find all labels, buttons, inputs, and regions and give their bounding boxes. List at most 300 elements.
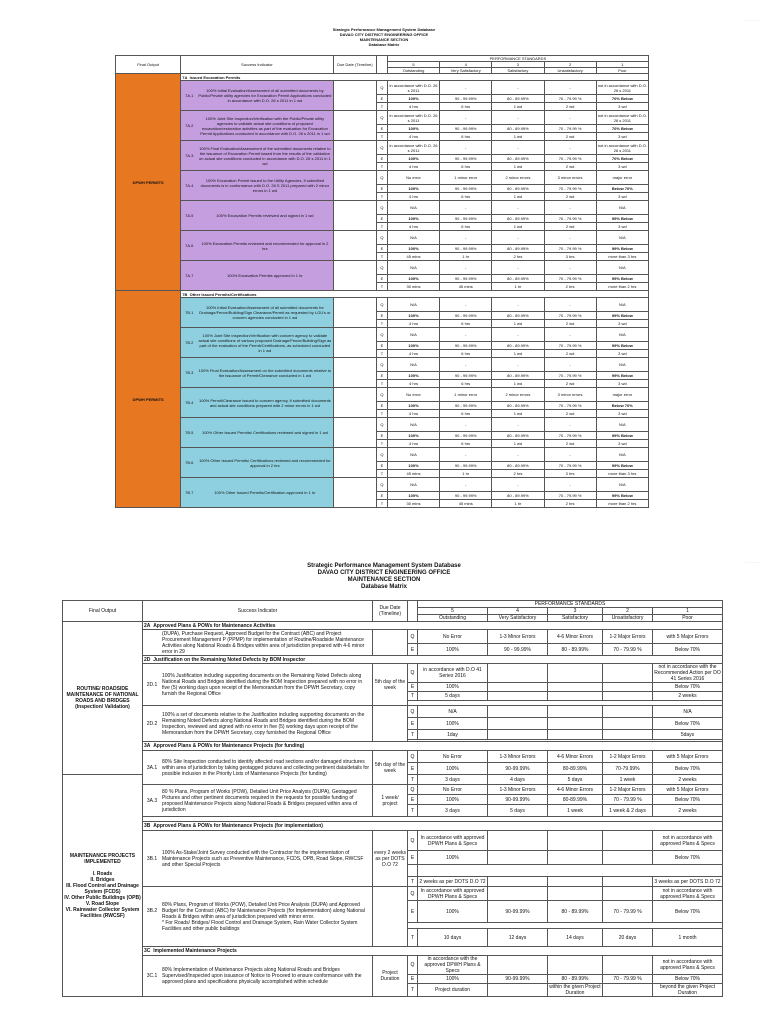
scale-label: Outstanding: [418, 615, 488, 622]
standard-cell: more than 3 hrs: [596, 470, 648, 478]
due-date-cell: every 2 weeks as per DOTS D.O 72: [373, 831, 408, 887]
standard-cell: 70 - 79.99 %: [544, 275, 596, 283]
standard-cell: 99% Below: [596, 432, 648, 440]
standard-cell: 70 - 79.99 %: [544, 402, 596, 410]
standard-cell: 70 - 79.99 %: [544, 492, 596, 500]
standard-cell: -: [440, 328, 492, 342]
standard-cell: 3 wd: [596, 103, 648, 111]
indicator-text: 100% As-Stake/Joint Survey conducted with the Contractor for the implementation of Maintenance Projects such as Preventive Maintenance, FCDS, OPB, Road Slope, RWCSF and other Special Projects: [162, 849, 364, 868]
standard-cell: more than 2 hrs: [596, 500, 648, 508]
standard-cell: 80 - 89.99%: [492, 185, 544, 193]
qet-letter: T: [377, 470, 388, 478]
standard-cell: -: [544, 478, 596, 492]
standard-cell: 4 hrs: [387, 380, 439, 388]
standard-cell: N/A: [596, 478, 648, 492]
qet-letter: E: [377, 402, 388, 410]
standard-cell: 1-3 Minor Errors: [488, 751, 548, 763]
standard-cell: N/A: [596, 231, 648, 245]
scale-label: Poor: [653, 615, 723, 622]
due-date-cell: [373, 706, 408, 742]
standard-cell: 1 wd: [492, 193, 544, 201]
standard-cell: 90 - 99.99%: [440, 95, 492, 103]
indicator-id: 7B.7: [185, 490, 194, 495]
standard-cell: 4 hrs: [387, 133, 439, 141]
standard-cell: [603, 683, 653, 692]
standard-cell: -: [544, 328, 596, 342]
standard-cell: 1 hr: [440, 470, 492, 478]
section-id: 2A: [144, 622, 151, 629]
due-date-cell: [333, 448, 377, 478]
success-indicator-cell: [143, 887, 373, 947]
standard-cell: 100%: [387, 155, 439, 163]
standard-cell: [548, 956, 603, 975]
standard-cell: -: [440, 298, 492, 312]
standard-cell: 99% Below: [596, 342, 648, 350]
qet-letter: Q: [377, 231, 388, 245]
scale-number: 5: [418, 608, 488, 615]
qet-letter: Q: [377, 358, 388, 372]
indicator-id: 7B.6: [185, 460, 194, 465]
indicator-text: 80% Plans, Program of Works (POW), Detailed Unit Price Analysis (DUPA) and Approved Budget for the Contract (ABC) for Maintenance Projects (for Implementation) along National Roads & Bridges within area of jurisdiction prepared with minor error.: [162, 901, 365, 920]
due-date-cell: [333, 358, 377, 388]
standard-cell: 2 minor errors: [492, 388, 544, 402]
indicator-id: 7A.6: [185, 243, 194, 248]
standard-cell: 12 days: [488, 929, 548, 947]
standard-cell: [548, 664, 603, 683]
standard-cell: 1 wd: [492, 103, 544, 111]
section-title: Other Issued Permits/Certifications: [189, 291, 257, 297]
standard-cell: not in accordance with D.O. 26 s 2011: [597, 82, 647, 93]
standard-cell: N/A: [387, 231, 439, 245]
standard-cell: -: [544, 81, 596, 95]
standard-cell: 6 hrs: [440, 103, 492, 111]
standard-cell: [603, 984, 653, 997]
standard-cell: not in accordance with the Recommended Action per DO 41 Series 2016: [654, 664, 721, 682]
qet-letter: T: [408, 805, 418, 817]
standard-cell: No Error: [418, 751, 488, 763]
due-date-cell: 5th day of the week: [373, 664, 408, 706]
standard-cell: 1 wd: [492, 163, 544, 171]
standard-cell: 1 wd: [492, 320, 544, 328]
standard-cell: 80 - 89.99%: [492, 372, 544, 380]
standard-cell: [548, 692, 603, 701]
standard-cell: -: [440, 201, 492, 215]
standard-cell: 2 weeks: [653, 805, 723, 817]
col-qet: [377, 56, 388, 74]
standard-cell: 100%: [387, 342, 439, 350]
qet-letter: E: [377, 372, 388, 380]
standard-cell: N/A: [387, 448, 439, 462]
scale-number: 4: [440, 62, 492, 68]
due-date-cell: Project Duration: [373, 956, 408, 997]
standard-cell: 3 minor errors: [544, 388, 596, 402]
standard-cell: in accordance with D.O. 26 s 2011: [387, 141, 439, 155]
standard-cell: N/A: [418, 706, 488, 718]
standard-cell: with 5 Major Errors: [653, 630, 723, 644]
standard-cell: -: [492, 448, 544, 462]
standard-cell: 70% Below: [596, 155, 648, 163]
standard-cell: 70% Below: [596, 95, 648, 103]
standard-cell: 70 - 79.99 %: [544, 372, 596, 380]
standard-cell: with 5 Major Errors: [653, 751, 723, 763]
indicator-id: [143, 631, 161, 655]
success-indicator-cell: [181, 298, 333, 328]
section-id: 2D: [144, 656, 151, 663]
standard-cell: N/A: [596, 448, 648, 462]
qet-letter: E: [377, 215, 388, 223]
standard-cell: 2 hrs: [544, 500, 596, 508]
standard-cell: N/A: [596, 298, 648, 312]
standard-cell: in accordance with D.O. 26 s 2011: [387, 81, 439, 95]
col-due-date: Due Date (Timeline): [333, 56, 377, 74]
standard-cell: 1 week: [603, 775, 653, 785]
indicator-text: 100% Other Issued Permits/ Certifications reviewed and recommended for approval in 2 hrs: [199, 457, 331, 468]
qet-letter: T: [408, 984, 418, 997]
standard-cell: -: [440, 141, 492, 155]
standard-cell: 4 days: [488, 775, 548, 785]
section-title: Approved Plans & POWs for Maintenance Projects (for implementation): [153, 823, 323, 829]
section-header: [181, 291, 649, 298]
standard-cell: [548, 831, 603, 851]
standard-cell: 2 weeks: [653, 775, 723, 785]
due-date-cell: 1 week/ project: [373, 785, 408, 817]
scale-label: Satisfactory: [548, 615, 603, 622]
standard-cell: -: [492, 418, 544, 432]
standard-cell: 3 hrs: [544, 470, 596, 478]
standard-cell: 3 wd: [596, 350, 648, 358]
standard-cell: 3 days: [418, 805, 488, 817]
standard-cell: -: [492, 201, 544, 215]
indicator-text: 100% Initial Evaluation/Assessment of all submitted documents for Drainage/Fence/Building/Sign Clearance/Permit as requested by LGU's or concern agencies conducted in 1 wd: [199, 305, 331, 320]
standard-cell: 99% Below: [596, 312, 648, 320]
success-indicator-cell: [181, 418, 333, 448]
standard-cell: [488, 956, 548, 975]
standard-cell: 90-99.99%: [488, 763, 548, 775]
standard-cell: 2 hrs: [492, 470, 544, 478]
standard-cell: 1 wd: [492, 133, 544, 141]
standard-cell: -: [440, 111, 492, 125]
indicator-id: 7A.7: [185, 273, 194, 278]
standard-cell: 80 - 89.99%: [492, 342, 544, 350]
qet-letter: E: [377, 432, 388, 440]
scale-number: 1: [596, 62, 648, 68]
standard-cell: -: [492, 328, 544, 342]
indicator-text: 80% Site Inspection conducted to identify affected road sections and/or damaged structures within area of jurisdiction by taking geotagged pictures and collecting pertinent data/details for possible inclusion in the Priority Lists of Maintenance Projects (for funding): [162, 758, 370, 777]
matrix-table-1: [115, 55, 649, 508]
standard-cell: 20 days: [603, 929, 653, 947]
standard-cell: [603, 975, 653, 984]
indicator-id: 3A.3: [146, 797, 158, 804]
qet-letter: Q: [377, 388, 388, 402]
standard-cell: [488, 877, 548, 887]
standard-cell: 1 week & 2 days: [603, 805, 653, 817]
col-final-output: Final Output: [116, 56, 181, 74]
standard-cell: 70 - 79.99 %: [603, 795, 653, 805]
qet-letter: T: [377, 350, 388, 358]
qet-letter: T: [377, 163, 388, 171]
qet-letter: Q: [377, 328, 388, 342]
success-indicator-cell: [143, 664, 373, 706]
standard-cell: [548, 683, 603, 692]
standard-cell: N/A: [387, 328, 439, 342]
standard-cell: N/A: [387, 261, 439, 275]
standard-cell: 3 weeks as per DOTS D.O 72: [654, 878, 721, 885]
indicator-text: 100% Joint Site Inspection/Verification with the Public/Private utility agencies to validate actual site conditions of proposed excavation/restoration activities as part of the evaluation for Excavation Permit Applications conducted in accordance with D.O. 26 s 2011 in 1 wd: [200, 115, 330, 136]
indicator-text: 100% Other Issued Permits/Certification approved in 1 hr: [214, 490, 316, 495]
standard-cell: major error: [596, 388, 648, 402]
scale-label: Satisfactory: [492, 68, 544, 74]
standard-cell: 45 mins: [387, 470, 439, 478]
standard-cell: -: [492, 111, 544, 125]
standard-cell: 2 wd: [544, 410, 596, 418]
qet-letter: T: [377, 193, 388, 201]
standard-cell: Below 70%: [653, 718, 723, 730]
standard-cell: 90 - 99.99%: [440, 312, 492, 320]
scale-number: 4: [488, 608, 548, 615]
indicator-text: 100% Initial Evaluation/Assessment of all submitted documents by Public/Private utility agencies for Excavation Permit Applications conducted in accordance with D.O. 26 s 2011 in 1 wd: [198, 88, 332, 103]
final-output-cell: ROUTINE/ ROADSIDE MAINTENANCE OF NATIONAL ROADS AND BRIDGES (Inspection/ Validation): [63, 622, 143, 775]
qet-letter: T: [408, 929, 418, 947]
standard-cell: 2 wd: [544, 193, 596, 201]
qet-letter: T: [377, 223, 388, 231]
section-id: 3C: [144, 948, 151, 954]
standard-cell: 5 days: [488, 805, 548, 817]
scale-label: Outstanding: [387, 68, 439, 74]
qet-letter: E: [377, 155, 388, 163]
standard-cell: [488, 664, 548, 683]
standard-cell: 90-99.99%: [488, 975, 548, 984]
scale-label: Poor: [596, 68, 648, 74]
standard-cell: -: [492, 261, 544, 275]
indicator-id: 7B.5: [185, 430, 194, 435]
indicator-text: 100% Other Issued Permits/ Certifications reviewed and signed in 1 wd: [201, 430, 328, 435]
qet-letter: E: [377, 462, 388, 470]
standard-cell: not in accordance with approved Plans & Specs: [653, 887, 723, 901]
qet-letter: Q: [377, 111, 388, 125]
standard-cell: 1-2 Major Errors: [603, 785, 653, 795]
standard-cell: 3 wd: [596, 320, 648, 328]
qet-letter: Q: [408, 956, 418, 975]
page-title: [0, 563, 768, 591]
qet-letter: Q: [377, 81, 388, 95]
indicator-id: 7A.3: [185, 153, 194, 158]
standard-cell: 3 wd: [596, 440, 648, 448]
standard-cell: 1 minor error: [440, 171, 492, 185]
standard-cell: 3 wd: [596, 223, 648, 231]
standard-cell: N/A: [596, 261, 648, 275]
standard-cell: 1 hr: [492, 283, 544, 291]
due-date-cell: [333, 201, 377, 231]
standard-cell: 3 wd: [596, 410, 648, 418]
standard-cell: 80 - 89.99%: [492, 492, 544, 500]
standard-cell: 1 hr: [440, 253, 492, 261]
standard-cell: N/A: [387, 358, 439, 372]
standard-cell: 100%: [418, 795, 488, 805]
standard-cell: [603, 706, 653, 718]
indicator-id: 7A.2: [185, 123, 194, 128]
standard-cell: 2 wd: [544, 320, 596, 328]
standard-cell: 4 hrs: [387, 350, 439, 358]
standard-cell: No error: [387, 171, 439, 185]
scale-number: 5: [387, 62, 439, 68]
qet-letter: Q: [408, 831, 418, 851]
indicator-id: 7A.4: [185, 183, 194, 188]
success-indicator-cell: [143, 785, 373, 817]
qet-letter: T: [408, 877, 418, 887]
standard-cell: -: [440, 261, 492, 275]
standard-cell: 70 - 79.99 %: [544, 95, 596, 103]
standard-cell: more than 2 hrs: [596, 283, 648, 291]
success-indicator-cell: [181, 328, 333, 358]
due-date-cell: [333, 141, 377, 171]
standard-cell: 80 - 89.99%: [492, 245, 544, 253]
success-indicator-cell: [181, 171, 333, 201]
standard-cell: 6 hrs: [440, 440, 492, 448]
standard-cell: -: [544, 418, 596, 432]
qet-letter: E: [408, 851, 418, 865]
qet-letter: T: [377, 283, 388, 291]
qet-letter: Q: [408, 751, 418, 763]
section-id: 3A: [144, 743, 151, 749]
indicator-id: 3B.1: [146, 855, 158, 862]
blank-standard-row: [418, 865, 723, 877]
indicator-text: 100% a set of documents relative to the Justification including supporting documents on the Remaining Noted Defects along National Roads and Bridges identified during the BOM Inspection, reviewed and signed with no error in five (5) working days upon receipt of the Memorandum from the DPWH Secretary, copy furnished the Regional Office: [162, 711, 365, 736]
standard-cell: 2 wd: [544, 380, 596, 388]
standard-cell: [488, 730, 548, 740]
standard-cell: with 5 Major Errors: [653, 785, 723, 795]
title-line-3: MAINTENANCE SECTION: [359, 37, 409, 42]
standard-cell: [603, 692, 653, 701]
standard-cell: 80 - 89.99%: [492, 402, 544, 410]
standard-cell: N/A: [653, 706, 723, 718]
standard-cell: 2 minor errors: [492, 171, 544, 185]
standard-cell: in accordance with D.O. 26 s 2011: [387, 111, 439, 125]
standard-cell: 3 days: [418, 775, 488, 785]
indicator-id: 7A.5: [185, 213, 194, 218]
qet-letter: Q: [377, 298, 388, 312]
standard-cell: N/A: [387, 298, 439, 312]
standard-cell: 90 - 99.99%: [440, 155, 492, 163]
standard-cell: 80 - 89.99%: [492, 432, 544, 440]
standard-cell: -: [440, 448, 492, 462]
col-success-indicator: Success Indicator: [143, 601, 373, 622]
success-indicator-cell: [143, 956, 373, 997]
standard-cell: 1 minor error: [440, 388, 492, 402]
standard-cell: In accordance with approved DPWH Plans & Specs: [418, 887, 488, 901]
indicator-id: 3B.2: [146, 907, 158, 914]
standard-cell: 100%: [387, 95, 439, 103]
due-date-cell: [333, 171, 377, 201]
standard-cell: within the given Project Duration: [549, 984, 601, 996]
standard-cell: -: [544, 298, 596, 312]
standard-cell: 90 - 99.99%: [440, 245, 492, 253]
standard-cell: 30 mins: [387, 283, 439, 291]
scale-number: 2: [544, 62, 596, 68]
standard-cell: 1 wd: [492, 350, 544, 358]
section-header: [143, 656, 723, 664]
standard-cell: 100%: [387, 185, 439, 193]
qet-letter: T: [408, 730, 418, 740]
standard-cell: 80 - 89.99%: [492, 275, 544, 283]
standard-cell: In accordance with approved DPWH Plans & Specs: [418, 831, 488, 851]
qet-letter: E: [377, 342, 388, 350]
standard-cell: 100%: [418, 901, 488, 923]
success-indicator-cell: [181, 478, 333, 508]
title-line-4: Database Matrix: [368, 42, 400, 47]
scale-label: Unsatisfactory: [603, 615, 653, 622]
indicator-text: 100% Excavation Permits reviewed and signed in 1 wd: [216, 213, 314, 218]
title-line-1: Strategic Performance Management System Database: [307, 563, 461, 569]
standard-cell: 100%: [418, 763, 488, 775]
standard-cell: 6 hrs: [440, 350, 492, 358]
standard-cell: -: [440, 418, 492, 432]
standard-cell: No Error: [418, 630, 488, 644]
standard-cell: [488, 718, 548, 730]
scale-number: 3: [492, 62, 544, 68]
standard-cell: [488, 692, 548, 701]
qet-letter: T: [377, 380, 388, 388]
section-header: [143, 947, 723, 956]
standard-cell: N/A: [596, 358, 648, 372]
qet-letter: E: [408, 644, 418, 656]
scale-number: 3: [548, 608, 603, 615]
indicator-text: 100% Excavation Permits approved in 1 hr: [227, 273, 303, 278]
standard-cell: Below 70%: [653, 901, 723, 923]
indicator-text: 100% Excavation Permits reviewed and recommended for approval in 2 hrs: [201, 240, 329, 251]
standard-cell: 90 - 99.99%: [440, 372, 492, 380]
standard-cell: -: [492, 231, 544, 245]
standard-cell: 2 wd: [544, 163, 596, 171]
due-date-cell: [333, 478, 377, 508]
col-success-indicator: Success Indicator: [181, 56, 333, 74]
qet-letter: T: [377, 320, 388, 328]
due-date-cell: [333, 298, 377, 328]
qet-letter: Q: [408, 664, 418, 683]
title-line-1: Strategic Performance Management System Database: [332, 27, 436, 32]
standard-cell: Project duration: [418, 984, 488, 997]
standard-cell: 80 - 89.99%: [492, 155, 544, 163]
standard-cell: 70 - 79.99 %: [544, 312, 596, 320]
standard-cell: -: [440, 358, 492, 372]
indicator-id: 7B.4: [185, 400, 194, 405]
final-output-cell-2: [63, 775, 143, 997]
standard-cell: 4 hrs: [387, 193, 439, 201]
standard-cell: 80 - 89.99%: [492, 125, 544, 133]
standard-cell: not in accordance with D.O. 26 s 2011: [597, 112, 647, 123]
standard-cell: 45 mins: [387, 253, 439, 261]
scale-label: Very Satisfactory: [488, 615, 548, 622]
indicator-id: 2D.1: [146, 681, 158, 688]
standard-cell: 99% Below: [596, 492, 648, 500]
standard-cell: in accordance with D.O 41 Series 2016: [418, 664, 488, 683]
indicator-id: 2D.2: [146, 720, 158, 727]
standard-cell: 5 days: [418, 692, 488, 701]
standard-cell: 6 hrs: [440, 163, 492, 171]
output-list: I. Roads II. Bridges III. Flood Control and Drainage System (FCDS) IV. Other Public Buildings (OPB) V. Road Slope VI. Rainwater Collector System Facilities (RWCSF): [64, 870, 141, 919]
col-qet: [408, 601, 418, 622]
standard-cell: 3 wd: [596, 193, 648, 201]
standard-cell: 2 weeks: [653, 692, 723, 701]
page-marker: · · · · · · ·: [744, 560, 760, 565]
standard-cell: 100%: [387, 462, 439, 470]
section-header: [143, 622, 723, 630]
standard-cell: 90 - 99.99%: [440, 185, 492, 193]
standard-cell: 90 - 99.99%: [440, 402, 492, 410]
due-date-cell: [333, 261, 377, 291]
qet-letter: T: [377, 253, 388, 261]
standard-cell: -: [440, 478, 492, 492]
standard-cell: 80-89.99%: [548, 763, 603, 775]
